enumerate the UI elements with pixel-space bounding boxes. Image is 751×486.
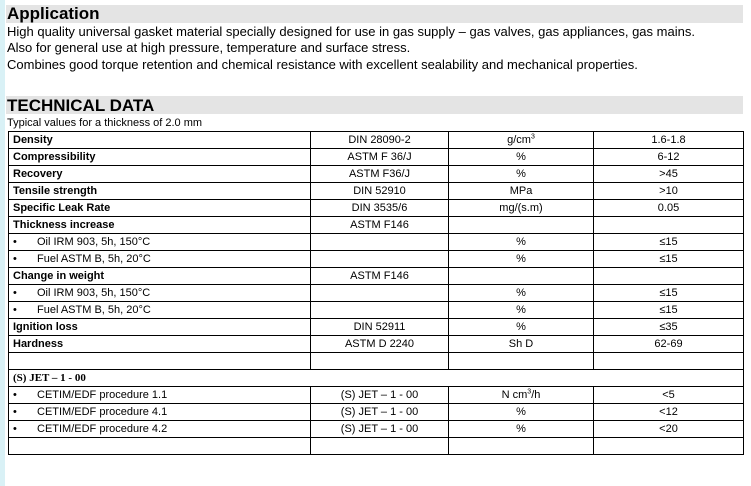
table-row xyxy=(9,183,744,200)
table-row xyxy=(9,404,744,421)
sub-label-text: CETIM/EDF procedure 1.1 xyxy=(37,389,168,401)
table-row xyxy=(9,166,744,183)
property-sub-label xyxy=(9,251,311,268)
value: ≤15 xyxy=(594,285,744,302)
value: 1.6-1.8 xyxy=(594,132,744,149)
table-row xyxy=(9,319,744,336)
bullet: • xyxy=(13,304,17,316)
technical-data-subtitle: Typical values for a thickness of 2.0 mm xyxy=(7,117,203,129)
value: ≤35 xyxy=(594,319,744,336)
property-sub-label xyxy=(9,285,311,302)
test-standard: DIN 52911 xyxy=(311,319,449,336)
test-standard: (S) JET – 1 - 00 xyxy=(311,387,449,404)
property-sub-label xyxy=(9,302,311,319)
sub-label-text: CETIM/EDF procedure 4.1 xyxy=(37,406,168,418)
unit: mg/(s.m) xyxy=(449,200,594,217)
application-line-1: High quality universal gasket material specially designed for use in gas supply – gas valves, gas appliances, gas mains. xyxy=(7,24,695,39)
unit xyxy=(449,132,594,149)
test-standard xyxy=(311,234,449,251)
property-label: Hardness xyxy=(9,336,311,353)
application-heading: Application xyxy=(7,4,100,23)
sub-label-text: Oil IRM 903, 5h, 150°C xyxy=(37,287,151,299)
application-line-3: Combines good torque retention and chemical resistance with excellent sealability and mechanical properties. xyxy=(7,57,638,72)
test-standard: DIN 3535/6 xyxy=(311,200,449,217)
test-standard: ASTM D 2240 xyxy=(311,336,449,353)
property-sub-label xyxy=(9,404,311,421)
property-sub-label xyxy=(9,234,311,251)
unit: MPa xyxy=(449,183,594,200)
bullet: • xyxy=(13,253,17,265)
empty-cell xyxy=(311,353,449,370)
property-label: Specific Leak Rate xyxy=(9,200,311,217)
unit-superscript: 3 xyxy=(527,388,532,396)
table-row xyxy=(9,200,744,217)
sub-label-text: Oil IRM 903, 5h, 150°C xyxy=(37,236,151,248)
unit-base: N cm xyxy=(501,389,528,401)
sub-label-text: Fuel ASTM B, 5h, 20°C xyxy=(37,253,151,265)
table-row xyxy=(9,302,744,319)
property-sub-label xyxy=(9,387,311,404)
unit xyxy=(449,268,594,285)
test-standard: (S) JET – 1 - 00 xyxy=(311,404,449,421)
unit: % xyxy=(449,234,594,251)
empty-cell xyxy=(449,438,594,455)
sub-label-text: Fuel ASTM B, 5h, 20°C xyxy=(37,304,151,316)
value: 6-12 xyxy=(594,149,744,166)
value: >45 xyxy=(594,166,744,183)
table-row xyxy=(9,268,744,285)
bullet: • xyxy=(13,236,17,248)
table-row-empty xyxy=(9,438,744,455)
table-row xyxy=(9,387,744,404)
value: ≤15 xyxy=(594,251,744,268)
sub-label-text: CETIM/EDF procedure 4.2 xyxy=(37,423,168,435)
test-standard: ASTM F 36/J xyxy=(311,149,449,166)
property-label: Thickness increase xyxy=(9,217,311,234)
empty-cell xyxy=(449,353,594,370)
bullet: • xyxy=(13,287,17,299)
unit: % xyxy=(449,251,594,268)
property-label: Compressibility xyxy=(9,149,311,166)
property-label: Density xyxy=(9,132,311,149)
unit: % xyxy=(449,149,594,166)
table-row-empty xyxy=(9,353,744,370)
table-row xyxy=(9,336,744,353)
value: 62-69 xyxy=(594,336,744,353)
empty-cell xyxy=(594,438,744,455)
test-standard: DIN 28090-2 xyxy=(311,132,449,149)
value xyxy=(594,268,744,285)
application-line-2: Also for general use at high pressure, temperature and surface stress. xyxy=(7,40,411,55)
value: >10 xyxy=(594,183,744,200)
property-label: Recovery xyxy=(9,166,311,183)
empty-cell xyxy=(9,438,311,455)
test-standard: (S) JET – 1 - 00 xyxy=(311,421,449,438)
unit: % xyxy=(449,302,594,319)
unit: % xyxy=(449,166,594,183)
test-standard: ASTM F36/J xyxy=(311,166,449,183)
bullet: • xyxy=(13,406,17,418)
value: ≤15 xyxy=(594,234,744,251)
table-row xyxy=(9,234,744,251)
value: <5 xyxy=(594,387,744,404)
table-row xyxy=(9,132,744,149)
unit: Sh D xyxy=(449,336,594,353)
value: <20 xyxy=(594,421,744,438)
unit: % xyxy=(449,285,594,302)
property-sub-label xyxy=(9,421,311,438)
unit-tail: /h xyxy=(531,389,541,401)
bullet: • xyxy=(13,423,17,435)
empty-cell xyxy=(311,438,449,455)
test-standard: ASTM F146 xyxy=(311,217,449,234)
value: <12 xyxy=(594,404,744,421)
table-row xyxy=(9,285,744,302)
empty-cell xyxy=(9,353,311,370)
property-label: Ignition loss xyxy=(9,319,311,336)
value: ≤15 xyxy=(594,302,744,319)
bullet: • xyxy=(13,389,17,401)
test-standard xyxy=(311,302,449,319)
table-row xyxy=(9,251,744,268)
technical-data-table xyxy=(8,131,744,455)
table-row xyxy=(9,217,744,234)
unit-superscript: 3 xyxy=(530,133,535,141)
technical-data-heading: TECHNICAL DATA xyxy=(7,96,155,115)
unit: % xyxy=(449,404,594,421)
test-standard xyxy=(311,251,449,268)
unit-base: g/cm xyxy=(507,134,531,146)
test-standard xyxy=(311,285,449,302)
table-section-row xyxy=(9,370,744,387)
unit xyxy=(449,217,594,234)
jet-section-heading: (S) JET – 1 - 00 xyxy=(9,370,744,387)
property-label: Tensile strength xyxy=(9,183,311,200)
table-row xyxy=(9,149,744,166)
unit xyxy=(449,387,594,404)
unit: % xyxy=(449,319,594,336)
test-standard: ASTM F146 xyxy=(311,268,449,285)
empty-cell xyxy=(594,353,744,370)
table-row xyxy=(9,421,744,438)
test-standard: DIN 52910 xyxy=(311,183,449,200)
value: 0.05 xyxy=(594,200,744,217)
application-heading-band xyxy=(6,5,743,23)
value xyxy=(594,217,744,234)
unit: % xyxy=(449,421,594,438)
property-label: Change in weight xyxy=(9,268,311,285)
